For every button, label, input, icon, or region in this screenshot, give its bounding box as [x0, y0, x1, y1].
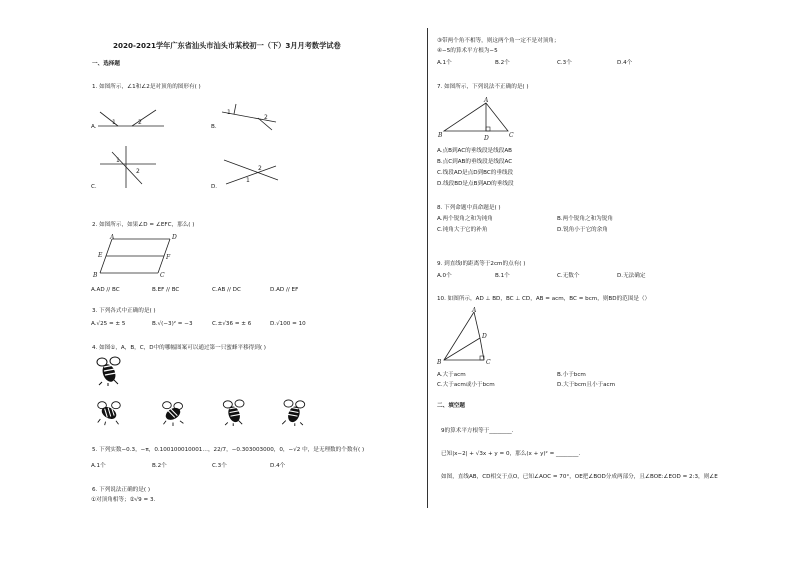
q1c-label-2: 2	[136, 168, 140, 175]
q7-point-d: D	[484, 135, 489, 142]
q2-point-d: D	[172, 234, 177, 241]
q6-option-d: D.4个	[617, 60, 633, 66]
q9-option-c: C.无数个	[557, 273, 580, 279]
q8-option-d: D.锐角小于它的余角	[557, 227, 608, 233]
q4-bee-c-image	[222, 399, 248, 426]
fill-question-13: 如图，直线AB，CD相交于点O，已知∠AOC = 70°，OE把∠BOD分成两部分，且∠BOE:∠EOD = 2:3，则∠E	[441, 474, 718, 480]
q6-statement-line-1: ①对顶角相等；②√9 = 3.	[91, 497, 156, 503]
q10-point-c: C	[486, 359, 491, 366]
q7-option-a: A.点B到AC的垂线段是线段AB	[437, 148, 512, 154]
q3-option-d: D.√100 = 10	[270, 321, 306, 327]
q2-option-d: D.AD // EF	[270, 287, 299, 293]
q7-point-b: B	[438, 132, 443, 139]
q3-option-a: A.√25 = ± 5	[91, 321, 126, 327]
q9-option-b: B.1个	[495, 273, 510, 279]
q4-bee-d-image	[280, 399, 306, 426]
q5-option-d: D.4个	[270, 463, 286, 469]
q10-option-a: A.大于acm	[437, 372, 466, 378]
q2-point-b: B	[93, 272, 98, 279]
q1-figure-b	[220, 104, 280, 130]
q1d-label-2: 2	[258, 165, 262, 172]
fill-question-11: 9的算术平方根等于________.	[441, 428, 514, 434]
q10-point-a: A	[472, 307, 477, 314]
q9-option-a: A.0个	[437, 273, 452, 279]
q7-point-a: A	[484, 97, 489, 104]
q1a-label-2: 2	[138, 119, 142, 126]
q5-option-a: A.1个	[91, 463, 106, 469]
q10-triangle-figure	[436, 308, 496, 366]
question-6-stem: 6. 下列说法正确的是( )	[92, 487, 151, 493]
section-heading-choice: 一、选择题	[92, 61, 120, 67]
q3-option-b: B.√(−3)² = −3	[152, 321, 193, 327]
q10-option-b: B.小于bcm	[557, 372, 586, 378]
q2-point-c: C	[160, 272, 165, 279]
fill-question-12: 已知|x−2| + √3x + y = 0，那么(x + y)² = ________.	[441, 451, 581, 457]
q7-right-triangle-figure	[438, 95, 518, 141]
q2-point-f: F	[166, 254, 171, 261]
q1-option-c-label: C.	[91, 184, 97, 190]
q7-option-c: C.线段AD是点D到BC的垂线段	[437, 170, 514, 176]
question-4-stem: 4. 如图①，A，B，C，D中的哪幅图案可以通过第一只蜜蜂平移得到( )	[92, 345, 266, 351]
q2-option-c: C.AB // DC	[212, 287, 241, 293]
q3-option-c: C.±√36 = ± 6	[212, 321, 252, 327]
q6-statement-line-2: ③带两个角不相等，则这两个角一定不是对顶角；	[437, 38, 560, 44]
q1-figure-d	[222, 156, 282, 186]
q7-option-d: D.线段BD是点B到AD的垂线段	[437, 181, 514, 187]
q10-option-c: C.大于acm或小于bcm	[437, 382, 495, 388]
q8-option-a: A.两个锐角之和为钝角	[437, 216, 493, 222]
q6-option-a: A.1个	[437, 60, 452, 66]
q4-bee-b-image	[160, 400, 186, 426]
page-title: 2020-2021学年广东省汕头市汕头市某校初一（下）3月月考数学试卷	[113, 41, 341, 50]
question-10-stem: 10. 如图所示，AD ⊥ BD，BC ⊥ CD，AB = acm，BC = bcm，则BD的范围是（）	[437, 296, 651, 302]
q9-option-d: D.无法确定	[617, 273, 646, 279]
q1-figure-c	[98, 144, 158, 190]
q1b-label-1: 1	[227, 109, 231, 116]
q7-point-c: C	[509, 132, 514, 139]
q1-option-a-label: A.	[91, 124, 97, 130]
q7-option-b: B.点C到AB的垂线段是线段AC	[437, 159, 513, 165]
column-divider	[427, 28, 428, 508]
q8-option-c: C.钝角大于它的补角	[437, 227, 488, 233]
q10-point-d: D	[482, 333, 487, 340]
q1a-label-1: 1	[112, 119, 116, 126]
q1-option-b-label: B.	[211, 124, 217, 130]
q4-bee-a-image	[96, 400, 122, 426]
question-9-stem: 9. 到直线l的距离等于2cm的点有( )	[437, 261, 526, 267]
q2-option-b: B.EF // BC	[152, 287, 180, 293]
question-2-stem: 2. 如图所示，如果∠D = ∠EFC，那么( )	[92, 222, 195, 228]
question-8-stem: 8. 下列命题中真命题是( )	[437, 205, 501, 211]
question-5-stem: 5. 下列实数−0.3，−π，0.100100010001…，22/7，−0.303003000，0，−√2 中，是无理数的个数有( )	[92, 447, 365, 453]
section-heading-fill: 二、填空题	[437, 403, 465, 409]
q1-figure-a	[96, 108, 166, 132]
q2-option-a: A.AD // BC	[91, 287, 120, 293]
q1d-label-1: 1	[246, 177, 250, 184]
question-1-stem: 1. 如图所示，∠1和∠2是对顶角的图形有( )	[92, 84, 201, 90]
q2-point-a: A	[110, 234, 115, 241]
q5-option-c: C.3个	[212, 463, 227, 469]
q1b-label-2: 2	[264, 114, 268, 121]
q6-option-b: B.2个	[495, 60, 510, 66]
q5-option-b: B.2个	[152, 463, 167, 469]
question-3-stem: 3. 下列各式中正确的是( )	[92, 308, 156, 314]
q2-parallelogram-figure	[92, 233, 182, 281]
q4-bee-original-image	[96, 356, 124, 386]
q1-option-d-label: D.	[211, 184, 218, 190]
q6-option-c: C.3个	[557, 60, 572, 66]
q2-point-e: E	[98, 252, 103, 259]
q1c-label-1: 1	[116, 157, 120, 164]
q8-option-b: B.两个锐角之和为锐角	[557, 216, 613, 222]
q10-option-d: D.大于bcm且小于acm	[557, 382, 616, 388]
q6-statement-line-3: ④−5的算术平方根为−5	[437, 48, 498, 54]
question-7-stem: 7. 如图所示，下列说法不正确的是( )	[437, 84, 529, 90]
q10-point-b: B	[437, 359, 442, 366]
